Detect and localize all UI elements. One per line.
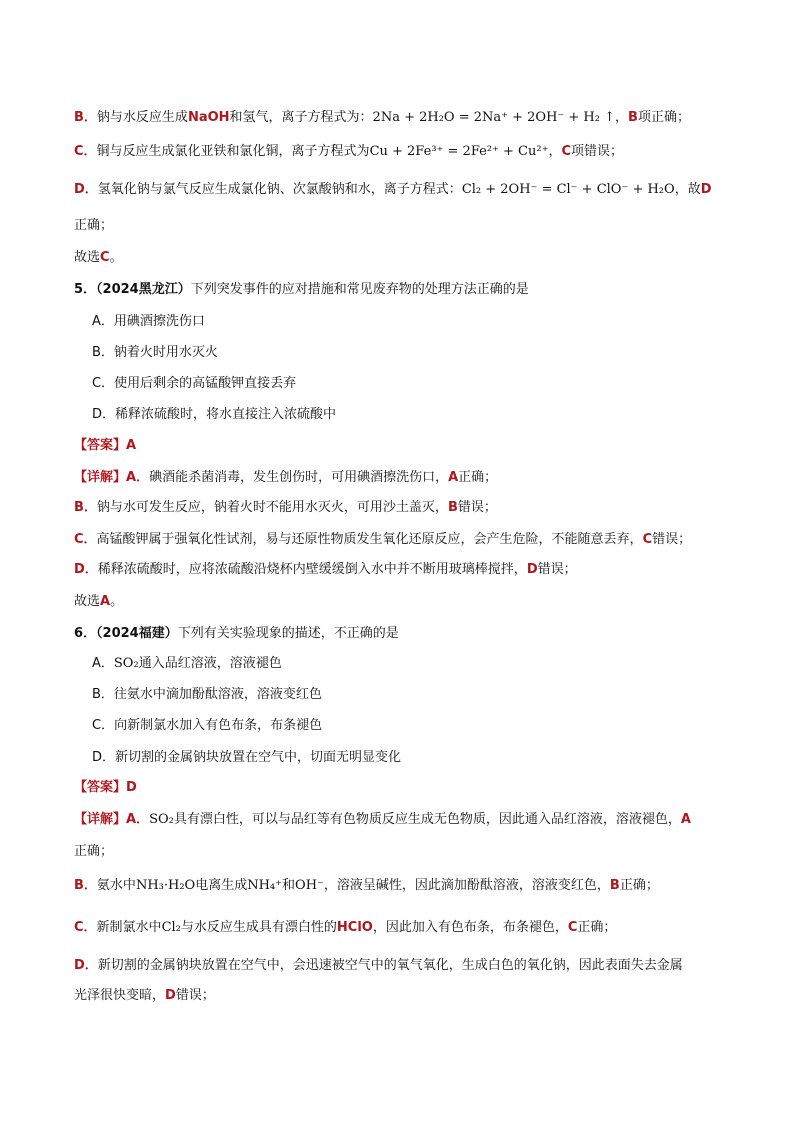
formula: Cu + 2Fe³⁺ = 2Fe²⁺ + Cu²⁺ <box>369 144 549 159</box>
highlight-text: D <box>700 182 712 197</box>
text-line <box>74 624 399 644</box>
highlight-text: D． <box>74 562 98 577</box>
text-line <box>74 560 577 580</box>
highlight-text: 【详解】A． <box>74 470 150 485</box>
text-segment: 铜与反应生成氯化亚铁和氯化铜，离子方程式为 <box>96 144 370 159</box>
highlight-text: B． <box>74 500 97 515</box>
text-segment: 正确； <box>619 878 659 893</box>
text-segment: 5．（2024黑龙江） <box>74 282 191 297</box>
text-segment: 下列突发事件的应对措施和常见废弃物的处理方法正确的是 <box>190 282 529 297</box>
text-segment: C．向新制氯水加入有色布条，布条褪色 <box>92 718 323 733</box>
text-segment: 新制氯水中 <box>96 920 162 935</box>
text-segment: 新切割的金属钠块放置在空气中，会迅速被空气中的氧气氧化，生成白色的氧化钠，因此表面失去金属 <box>97 958 683 973</box>
text-line <box>74 530 691 550</box>
option-line <box>92 716 322 736</box>
text-line <box>74 956 683 976</box>
option-line <box>92 685 322 705</box>
text-line <box>74 918 616 938</box>
highlight-text: A <box>448 470 459 485</box>
text-segment: 光泽很快变暗， <box>74 988 166 1003</box>
text-segment: 氨水中 <box>96 878 136 893</box>
formula: OH⁻ <box>295 878 324 893</box>
highlight-text: B <box>628 110 638 125</box>
highlight-text: A <box>100 594 111 609</box>
text-segment: 通入品红溶液，溶液褪色 <box>138 656 282 671</box>
formula: Cl₂ + 2OH⁻ = Cl⁻ + ClO⁻ + H₂O <box>461 182 675 197</box>
text-line <box>74 876 659 896</box>
text-segment: 正确； <box>577 920 617 935</box>
option-line <box>92 405 336 425</box>
highlight-text: HClO <box>336 920 373 935</box>
text-segment: 6．（2024福建） <box>74 626 178 641</box>
text-line <box>74 778 137 798</box>
formula: SO₂ <box>113 656 139 671</box>
highlight-text: C <box>100 250 110 265</box>
text-segment: 和 <box>282 878 296 893</box>
text-segment: 项错误； <box>571 144 624 159</box>
highlight-text: B． <box>74 878 97 893</box>
text-line <box>74 142 623 162</box>
text-segment: A． <box>92 656 114 671</box>
text-segment: 和氢气，离子方程式为： <box>229 110 373 125</box>
highlight-text: C <box>561 144 572 159</box>
text-line <box>74 842 113 862</box>
text-segment: 错误； <box>175 988 215 1003</box>
text-segment: ，因此加入有色布条，布条褪色， <box>372 920 568 935</box>
option-line <box>92 748 401 768</box>
text-segment: 与水反应生成具有漂白性的 <box>180 920 337 935</box>
text-segment: 错误； <box>652 532 692 547</box>
text-line <box>74 180 712 200</box>
highlight-text: C． <box>74 532 97 547</box>
text-segment: ， <box>615 110 629 125</box>
highlight-text: C． <box>74 144 97 159</box>
option-line <box>92 312 205 332</box>
formula: NH₃·H₂O <box>135 878 196 893</box>
text-segment: D．新切割的金属钠块放置在空气中，切面无明显变化 <box>92 750 402 765</box>
text-line <box>74 108 690 128</box>
option-line <box>92 343 218 363</box>
highlight-text: D <box>526 562 538 577</box>
text-segment: 电离生成 <box>195 878 248 893</box>
text-line <box>74 216 113 236</box>
highlight-text: C <box>642 532 653 547</box>
text-segment: B．钠着火时用水灭火 <box>92 345 218 360</box>
highlight-text: D． <box>74 958 98 973</box>
highlight-text: 【答案】D <box>74 780 137 795</box>
text-segment: 钠与水可发生反应，钠着火时不能用水灭火，可用沙土盖灭， <box>96 500 448 515</box>
formula: Cl₂ <box>161 920 181 935</box>
text-segment: B．往氨水中滴加酚酞溶液，溶液变红色 <box>92 687 322 702</box>
text-line <box>74 280 529 300</box>
text-segment: 正确； <box>74 844 114 859</box>
text-segment: C．使用后剩余的高锰酸钾直接丢弃 <box>92 376 297 391</box>
text-line <box>74 248 123 268</box>
text-segment: 故选 <box>74 594 101 609</box>
text-segment: 具有漂白性，可以与品红等有色物质反应生成无色物质，因此通入品红溶液，溶液褪色， <box>173 812 681 827</box>
formula: NH₄⁺ <box>247 878 283 893</box>
highlight-text: B． <box>74 110 97 125</box>
text-segment: ，故 <box>674 182 701 197</box>
text-line <box>74 468 497 488</box>
formula: SO₂ <box>149 812 174 827</box>
text-segment: 钠与水反应生成 <box>96 110 188 125</box>
text-segment: 正确； <box>458 470 498 485</box>
text-line <box>74 498 497 518</box>
highlight-text: B <box>447 500 458 515</box>
highlight-text: C <box>567 920 578 935</box>
option-line <box>92 654 282 674</box>
text-segment: 错误； <box>537 562 577 577</box>
text-segment: 。 <box>109 250 123 265</box>
option-line <box>92 374 296 394</box>
text-line <box>74 986 215 1006</box>
highlight-text: C． <box>74 920 97 935</box>
text-segment: 下列有关实验现象的描述，不正确的是 <box>177 626 399 641</box>
highlight-text: A <box>680 812 691 827</box>
text-segment: 。 <box>110 594 124 609</box>
text-segment: A．用碘酒擦洗伤口 <box>92 314 205 329</box>
text-segment: 高锰酸钾属于强氧化性试剂，易与还原性物质发生氧化还原反应，会产生危险，不能随意丢弃， <box>96 532 643 547</box>
text-segment: 氢氧化钠与氯气反应生成氯化钠、次氯酸钠和水，离子方程式： <box>97 182 462 197</box>
text-segment: D．稀释浓硫酸时，将水直接注入浓硫酸中 <box>92 407 337 422</box>
highlight-text: D． <box>74 182 98 197</box>
highlight-text: NaOH <box>187 110 230 125</box>
text-segment: 故选 <box>74 250 101 265</box>
text-line <box>74 436 136 456</box>
text-segment: 稀释浓硫酸时，应将浓硫酸沿烧杯内壁缓缓倒入水中并不断用玻璃棒搅拌， <box>97 562 527 577</box>
formula: 2Na + 2H₂O = 2Na⁺ + 2OH⁻ + H₂ ↑ <box>372 110 616 125</box>
text-segment: 项正确； <box>637 110 690 125</box>
text-line <box>74 810 691 830</box>
highlight-text: 【答案】A <box>74 438 137 453</box>
text-segment: ， <box>548 144 562 159</box>
highlight-text: 【详解】A． <box>74 812 150 827</box>
highlight-text: B <box>609 878 620 893</box>
text-segment: ，溶液呈碱性，因此滴加酚酞溶液，溶液变红色， <box>323 878 610 893</box>
text-line <box>74 592 123 612</box>
highlight-text: D <box>165 988 176 1003</box>
text-segment: 碘酒能杀菌消毒，发生创伤时，可用碘酒擦洗伤口， <box>149 470 449 485</box>
text-segment: 正确； <box>74 218 114 233</box>
text-segment: 错误； <box>457 500 497 515</box>
